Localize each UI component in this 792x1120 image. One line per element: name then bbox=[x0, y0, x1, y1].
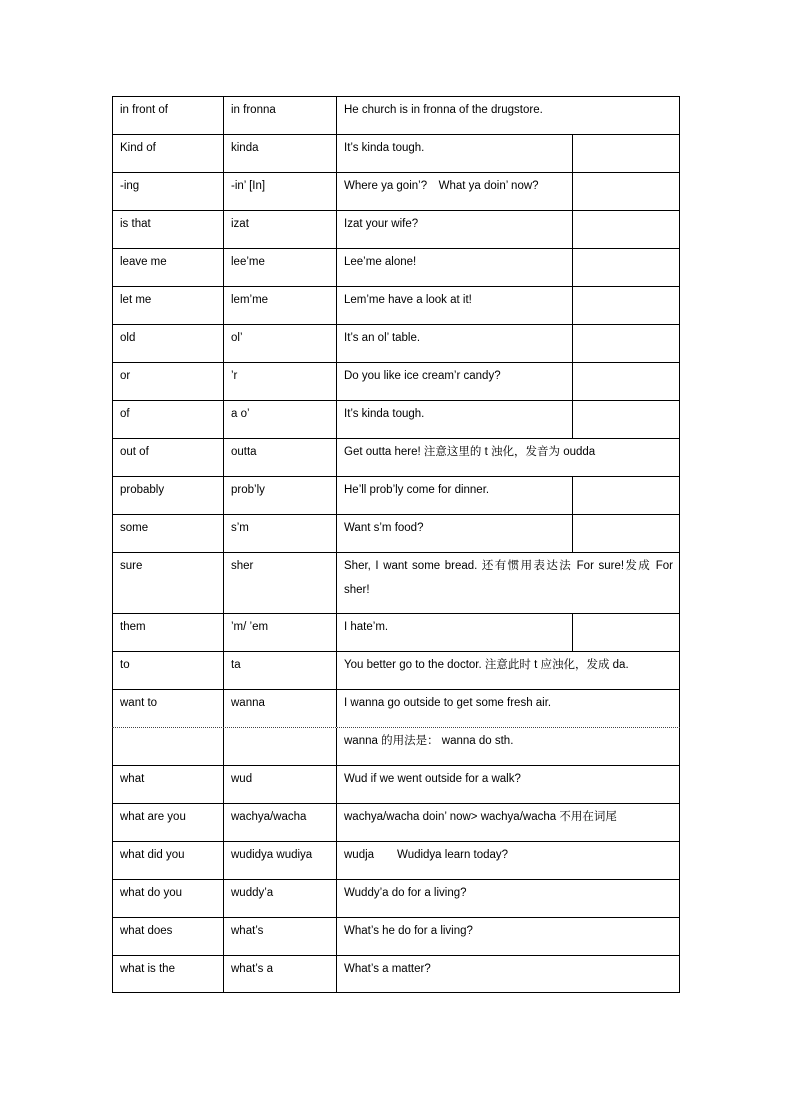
reduced-form-cell: izat bbox=[223, 211, 336, 248]
reduced-form-cell: ’m/ ’em bbox=[223, 614, 336, 651]
phrase-cell: in front of bbox=[112, 97, 223, 134]
table-row bbox=[112, 879, 680, 917]
table-row bbox=[112, 651, 680, 689]
empty-cell bbox=[572, 515, 680, 552]
example-cell: He’ll prob’ly come for dinner. bbox=[336, 477, 572, 514]
phrase-cell: what is the bbox=[112, 956, 223, 992]
table-row bbox=[112, 438, 680, 476]
empty-cell bbox=[572, 211, 680, 248]
reduced-form-cell: ta bbox=[223, 652, 336, 689]
table-row bbox=[112, 727, 680, 765]
example-cell: wachya/wacha doin’ now> wachya/wacha 不用在词尾 bbox=[336, 804, 680, 841]
reduced-form-cell: what’s bbox=[223, 918, 336, 955]
table-row bbox=[112, 286, 680, 324]
example-cell: Sher, I want some bread. 还有惯用表达法 For sure!发成 For sher! bbox=[336, 553, 680, 613]
reduced-form-cell: wuddy’a bbox=[223, 880, 336, 917]
example-cell: He church is in fronna of the drugstore. bbox=[336, 97, 680, 134]
phrase-cell: let me bbox=[112, 287, 223, 324]
phrase-cell: what are you bbox=[112, 804, 223, 841]
example-cell: Wud if we went outside for a walk? bbox=[336, 766, 680, 803]
empty-cell bbox=[572, 287, 680, 324]
example-cell: wudja Wudidya learn today? bbox=[336, 842, 680, 879]
phrase-cell: is that bbox=[112, 211, 223, 248]
phrase-cell: probably bbox=[112, 477, 223, 514]
example-cell: It’s kinda tough. bbox=[336, 135, 572, 172]
empty-cell bbox=[572, 135, 680, 172]
reduced-form-cell: lee’me bbox=[223, 249, 336, 286]
empty-cell bbox=[572, 249, 680, 286]
example-cell: Lem’me have a look at it! bbox=[336, 287, 572, 324]
reduced-form-cell: ’r bbox=[223, 363, 336, 400]
phrase-cell: them bbox=[112, 614, 223, 651]
example-cell: wanna 的用法是： wanna do sth. bbox=[336, 728, 680, 765]
reduced-form-cell: what’s a bbox=[223, 956, 336, 992]
reduced-form-cell: s’m bbox=[223, 515, 336, 552]
empty-cell bbox=[572, 477, 680, 514]
reduced-form-cell: kinda bbox=[223, 135, 336, 172]
phrase-cell: what did you bbox=[112, 842, 223, 879]
reduced-form-cell bbox=[223, 728, 336, 765]
example-cell: What’s a matter? bbox=[336, 956, 680, 992]
example-cell: I wanna go outside to get some fresh air. bbox=[336, 690, 680, 727]
phrase-cell bbox=[112, 728, 223, 765]
table-row bbox=[112, 803, 680, 841]
phrase-cell: or bbox=[112, 363, 223, 400]
empty-cell bbox=[572, 614, 680, 651]
table-row bbox=[112, 210, 680, 248]
example-cell: Lee’me alone! bbox=[336, 249, 572, 286]
phrase-cell: leave me bbox=[112, 249, 223, 286]
table-row bbox=[112, 96, 680, 134]
phrase-cell: what do you bbox=[112, 880, 223, 917]
table-row bbox=[112, 613, 680, 651]
reduced-form-cell: ol’ bbox=[223, 325, 336, 362]
table-row bbox=[112, 841, 680, 879]
table-row bbox=[112, 248, 680, 286]
table-row bbox=[112, 476, 680, 514]
example-cell: Get outta here! 注意这里的 t 浊化，发音为 oudda bbox=[336, 439, 680, 476]
table-row bbox=[112, 362, 680, 400]
table-row bbox=[112, 955, 680, 993]
table-row bbox=[112, 514, 680, 552]
table-row bbox=[112, 765, 680, 803]
example-cell: Want s’m food? bbox=[336, 515, 572, 552]
reduced-form-cell: in fronna bbox=[223, 97, 336, 134]
phrase-cell: to bbox=[112, 652, 223, 689]
empty-cell bbox=[572, 401, 680, 438]
phrase-cell: Kind of bbox=[112, 135, 223, 172]
reduced-form-cell: -in’ [In] bbox=[223, 173, 336, 210]
example-cell: It’s kinda tough. bbox=[336, 401, 572, 438]
empty-cell bbox=[572, 325, 680, 362]
reduced-form-cell: prob’ly bbox=[223, 477, 336, 514]
reduced-form-cell: lem’me bbox=[223, 287, 336, 324]
example-cell: I hate’m. bbox=[336, 614, 572, 651]
reduced-form-cell: outta bbox=[223, 439, 336, 476]
example-cell: Wuddy’a do for a living? bbox=[336, 880, 680, 917]
table-row bbox=[112, 172, 680, 210]
reduced-form-cell: wudidya wudiya bbox=[223, 842, 336, 879]
reduced-form-cell: a o’ bbox=[223, 401, 336, 438]
phrase-cell: old bbox=[112, 325, 223, 362]
reduced-form-cell: wachya/wacha bbox=[223, 804, 336, 841]
table-row bbox=[112, 552, 680, 613]
table-row bbox=[112, 689, 680, 727]
example-cell: Izat your wife? bbox=[336, 211, 572, 248]
phrase-cell: out of bbox=[112, 439, 223, 476]
reduced-form-cell: wanna bbox=[223, 690, 336, 727]
phrase-cell: -ing bbox=[112, 173, 223, 210]
table-row bbox=[112, 400, 680, 438]
example-cell: Do you like ice cream’r candy? bbox=[336, 363, 572, 400]
empty-cell bbox=[572, 173, 680, 210]
phrase-cell: want to bbox=[112, 690, 223, 727]
example-cell: You better go to the doctor. 注意此时 t 应浊化，发成 da. bbox=[336, 652, 680, 689]
phrase-cell: of bbox=[112, 401, 223, 438]
table-row bbox=[112, 917, 680, 955]
phrase-cell: some bbox=[112, 515, 223, 552]
reduced-form-cell: wud bbox=[223, 766, 336, 803]
table-row bbox=[112, 324, 680, 362]
empty-cell bbox=[572, 363, 680, 400]
phrase-cell: what bbox=[112, 766, 223, 803]
phrase-cell: sure bbox=[112, 553, 223, 613]
example-cell: It’s an ol’ table. bbox=[336, 325, 572, 362]
reduced-form-cell: sher bbox=[223, 553, 336, 613]
table-row bbox=[112, 134, 680, 172]
example-cell: What’s he do for a living? bbox=[336, 918, 680, 955]
phrase-cell: what does bbox=[112, 918, 223, 955]
expression-table bbox=[112, 96, 680, 993]
example-cell: Where ya goin’? What ya doin’ now? bbox=[336, 173, 572, 210]
